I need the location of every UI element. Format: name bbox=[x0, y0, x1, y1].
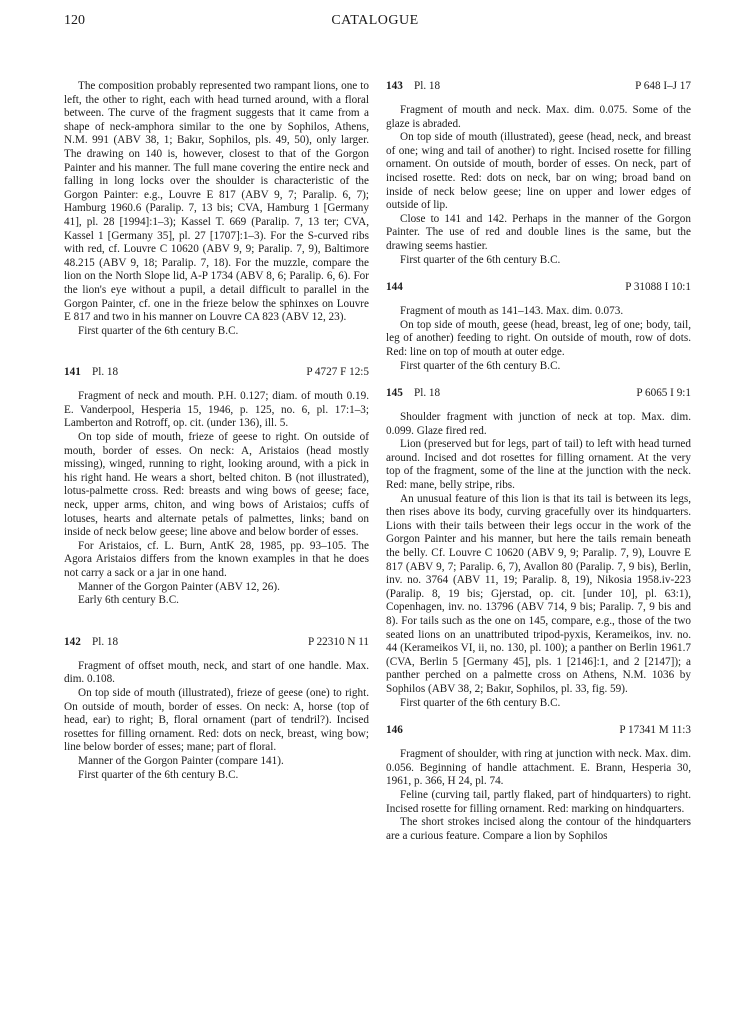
left-column bbox=[64, 80, 369, 782]
date-line: First quarter of the 6th century B.C. bbox=[400, 696, 561, 709]
entry-description: Fragment of shoulder, with ring at junction with neck. Max. dim. 0.056. Beginning of handle attachment. E. Brann, Hesperia 30, 1961, p. 366, H 24, pl. 74. bbox=[386, 748, 692, 788]
plate-ref: Pl. 18 bbox=[92, 366, 119, 379]
entry-body: Feline (curving tail, partly flaked, part of hindquarters) to right. Incised rosette for filling ornament. Red: marking on hindquarters. bbox=[386, 788, 691, 815]
inventory-ref: P 17341 M 11:3 bbox=[619, 724, 691, 737]
entry-description: Fragment of offset mouth, neck, and start of one handle. Max. dim. 0.108. bbox=[64, 659, 369, 686]
date-line: First quarter of the 6th century B.C. bbox=[78, 768, 239, 781]
plate-ref: Pl. 18 bbox=[414, 80, 441, 92]
entry-number: 141 bbox=[64, 366, 81, 379]
entry-heading-142 bbox=[64, 636, 369, 650]
paragraph-140-discussion: The composition probably represented two rampant lions, one to left, the other to right, each with head turned around, with a floral between. The curve of the fragment suggests that it came from a shape of neck-amphora similar to the one by Sophilos, Athens, N.M. 991 (ABV 38, 1; Bakır, Sophilos, pls. 49, 50), only larger. The drawing on 140 is, however, closest to that of the Gorgon Painter and his manner. The full mane covering the entire neck and falling in long locks over the shoulder is characteristic of the Gorgon Painter: e.g., Louvre E 817 (ABV 9, 7; Paralip. 6, 7); Hamburg 1960.6 (Paralip. 7, 13 bis; CVA, Hamburg 1 [Germany 41], pl. 28 [1994]:1–3); Kassel T. 669 (Paralip. 7, 13 ter; CVA, Kassel 1 [Germany 35], pl. 27 [1707]:1–3). For the S-curved ribs with red, cf. Louvre C 10620 (ABV 9, 9; Paralip. 7, 9), Baltimore 48.215 (ABV 9, 18; Paralip. 7, 18). For the muzzle, compare the lion on the North Slope lid, A-P 1734 (ABV 8, 6; Paralip. 6, 6). For the lion's eye without a pupil, a detail difficult to parallel in the Gorgon Painter, cf. one in the frieze below the sphinxes on Louvre E 817 and two in his manner on Louvre CA 823 (ABV 12, 23). bbox=[64, 80, 369, 324]
entry-heading-141 bbox=[64, 366, 369, 380]
entry-number: 145 bbox=[386, 387, 403, 400]
plate-ref: Pl. 18 bbox=[414, 387, 441, 400]
entry-description: Fragment of mouth and neck. Max. dim. 0.075. Some of the glaze is abraded. bbox=[386, 104, 691, 130]
entry-body: On top side of mouth (illustrated), geese (head, neck, and breast of one; wing and tail of another) to right. Incised rosette for filling ornament. On outside of mouth, border of esses. On neck, part of incised rosette. Red: dots on neck, bar on wing; broad band on inside of neck below geese; line on upper and lower edges of outside of lip. bbox=[386, 131, 691, 212]
entry-heading-145 bbox=[386, 387, 691, 401]
inventory-ref: P 6065 I 9:1 bbox=[636, 387, 691, 400]
entry-attribution: Manner of the Gorgon Painter (compare 141). bbox=[78, 754, 284, 767]
page-number: 120 bbox=[64, 13, 85, 28]
inventory-ref: P 31088 I 10:1 bbox=[625, 281, 691, 294]
right-column bbox=[386, 80, 691, 843]
entry-number: 143 bbox=[386, 80, 403, 92]
plate-ref: Pl. 18 bbox=[92, 635, 119, 648]
entry-note: For Aristaios, cf. L. Burn, AntK 28, 1985, pp. 93–105. The Agora Aristaios differs from the known examples in that he does not carry a sack or a jar in one hand. bbox=[64, 539, 369, 579]
entry-description: Fragment of neck and mouth. P.H. 0.127; diam. of mouth 0.19. E. Vanderpool, Hesperia 15, 1946, p. 125, no. 6, pl. 17:1–3; Lamberton and Rotroff, op. cit. (under 136), ill. 5. bbox=[64, 390, 369, 430]
entry-note: An unusual feature of this lion is that its tail is between its legs, then rises above its body, curving gracefully over its hindquarters. Lions with their tails between their legs occur in the work of the Gorgon Painter and his manner, but here the tails remain beneath the belly. Cf. Louvre C 10620 (ABV 9, 9; Paralip. 7, 9), Louvre E 817 (ABV 9, 7; Paralip. 6, 7), Avallon 80 (Paralip. 7, 9 bis), Berlin, inv. no. 3764 (ABV 11, 19; Paralip. 8, 19), Nikosia 1958.iv-223 (Paralip. 8, 19 bis; Gjerstad, op. cit. [under 10], pl. 63:1), Copenhagen, inv. no. 13796 (ABV 714, 9 bis; Paralip. 7, 9 bis and 8). For tails such as the one on 145, compare, e.g., those of the two seated lions on an unattributed tripod-pyxis, Kerameikos, inv. no. 44 (Kerameikos VI, ii, no. 130, pl. 100); a panther on Berlin 1961.7 (CVA, Berlin 5 [Germany 45], pls. 1 [2146]:1, and 2 [2147]); a panther perched on a palmette cross on Athens, N.M. 1036 by Sophilos (ABV 38, 2; Bakır, Sophilos, pl. 33, fig. 59). bbox=[386, 492, 691, 695]
page-header bbox=[64, 14, 686, 34]
entry-heading-143 bbox=[386, 80, 691, 94]
entry-number: 146 bbox=[386, 724, 403, 737]
entry-number: 144 bbox=[386, 281, 403, 294]
date-line: First quarter of the 6th century B.C. bbox=[400, 253, 561, 266]
entry-body: On top side of mouth, frieze of geese to right. On outside of mouth, border of esses. On neck: A, Aristaios (head mostly missing), winged, running to right, looking around, with a pick in his right hand. He wears a short, belted chiton. B (not illustrated), lotus-palmette cross. Red: breasts and wing bows of geese; face, neck, upper arms, chiton, and wing bows of Aristaios; cuffs of lotuses, hearts and alternate petals of palmettes, links; band on inside of neck below geese; line above and below border of esses. bbox=[64, 431, 369, 539]
entry-description: Fragment of mouth as 141–143. Max. dim. 0.073. bbox=[400, 305, 624, 318]
inventory-ref: P 22310 N 11 bbox=[307, 635, 369, 648]
date-line: First quarter of the 6th century B.C. bbox=[400, 359, 561, 372]
entry-body: Lion (preserved but for legs, part of tail) to left with head turned around. Incised and dot rosettes for filling ornament. At the very top of the fragment, some of the line at the junction with the neck. Red: mane, belly stripe, ribs. bbox=[386, 438, 691, 492]
date-line: Early 6th century B.C. bbox=[78, 594, 179, 607]
entry-description: Shoulder fragment with junction of neck at top. Max. dim. 0.099. Glaze fired red. bbox=[386, 411, 691, 437]
entry-note: Close to 141 and 142. Perhaps in the manner of the Gorgon Painter. The use of red and double lines is the same, but the drawing seems hastier. bbox=[386, 212, 691, 252]
entry-number: 142 bbox=[64, 635, 81, 648]
entry-body: On top side of mouth, geese (head, breast, leg of one; body, tail, leg of another) feeding to right. On outside of mouth, row of dots. Red: line on top of mouth at outer edge. bbox=[386, 318, 691, 358]
entry-heading-144 bbox=[386, 281, 691, 295]
entry-heading-146 bbox=[386, 724, 691, 738]
entry-note: The short strokes incised along the contour of the hindquarters are a curious feature. Compare a lion by Sophilos bbox=[386, 816, 691, 842]
inventory-ref: P 648 I–J 17 bbox=[635, 80, 691, 92]
date-line: First quarter of the 6th century B.C. bbox=[78, 324, 239, 337]
running-title: CATALOGUE bbox=[331, 13, 419, 28]
inventory-ref: P 4727 F 12:5 bbox=[306, 366, 369, 379]
entry-body: On top side of mouth (illustrated), frieze of geese (one) to right. On outside of mouth, border of esses. On neck: A, horse (top of head, ear) to right; B, floral ornament (part of tendril?). Incised rosettes for filling ornament. Red: dots on neck, breast, wing bow; line below border of esses; mane; part of floral. bbox=[64, 686, 369, 754]
entry-attribution: Manner of the Gorgon Painter (ABV 12, 26). bbox=[78, 580, 280, 593]
